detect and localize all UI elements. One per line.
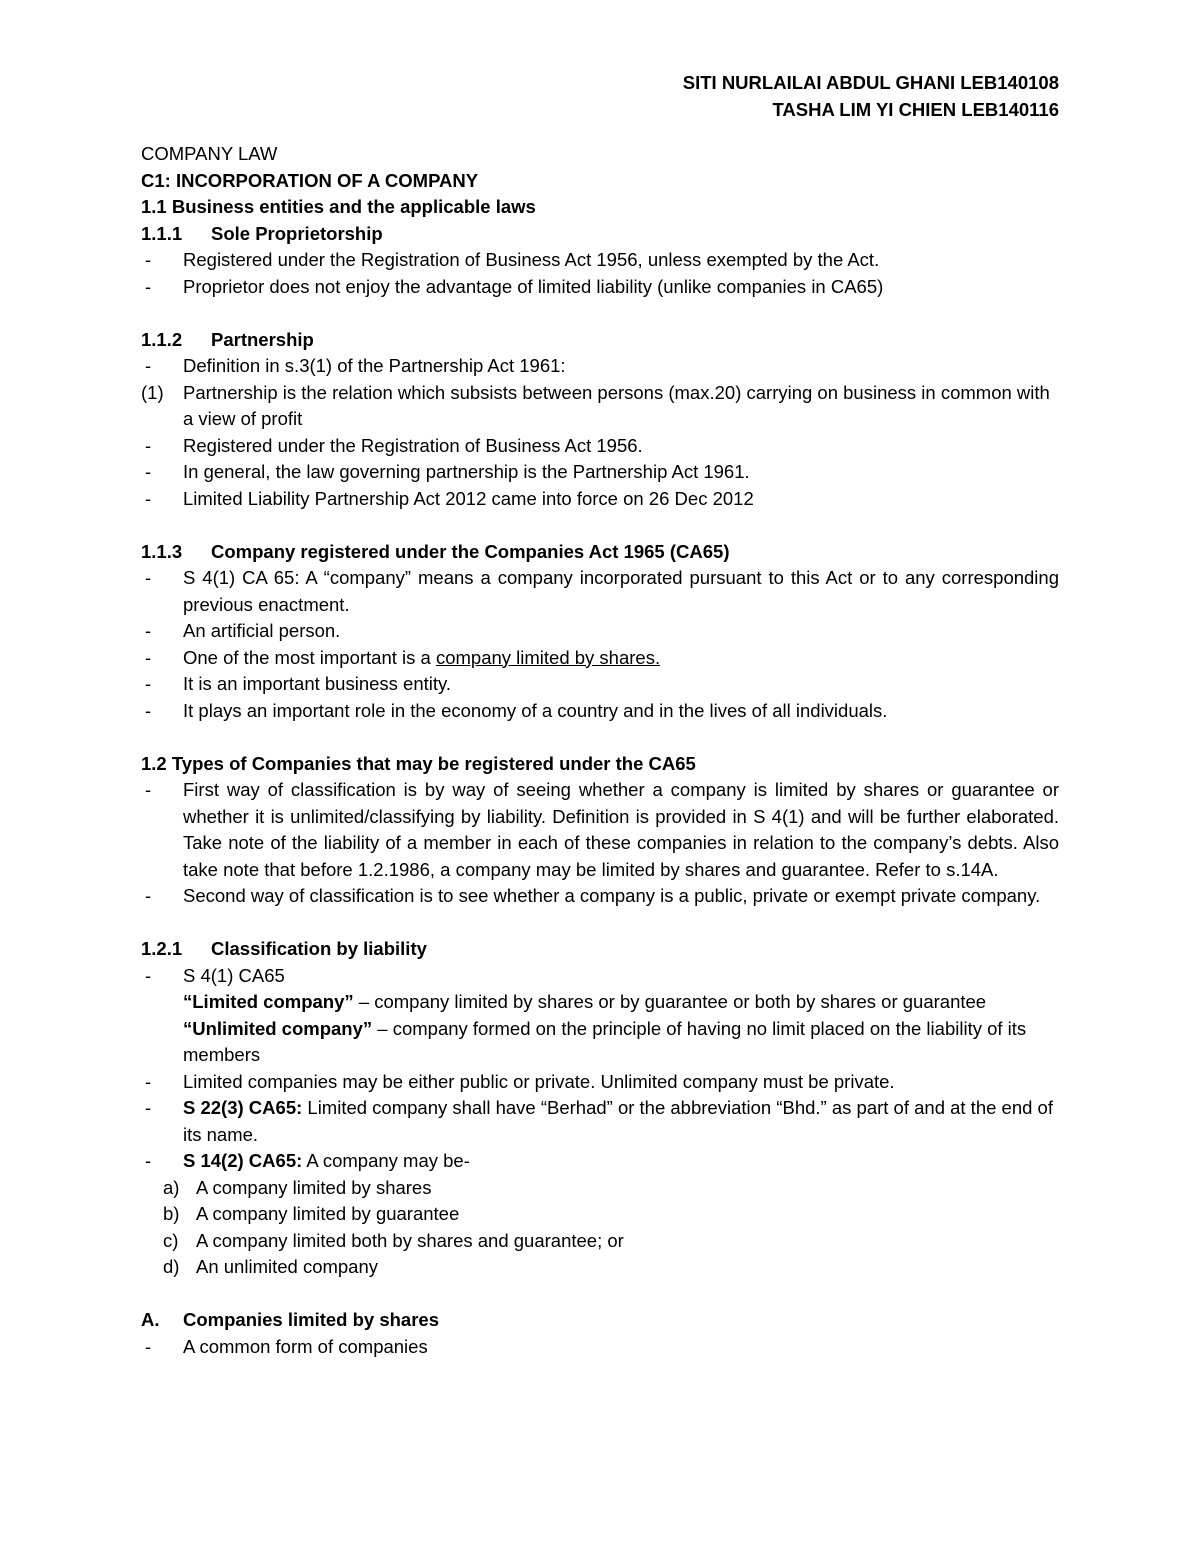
author-1: SITI NURLAILAI ABDUL GHANI LEB140108 bbox=[682, 72, 1059, 93]
bullet-dash: - bbox=[145, 646, 152, 668]
definition-limited-company: “Limited company” – company limited by shares or by guarantee or both by shares or guarantee bbox=[183, 991, 987, 1012]
section-number: 1.1.2 bbox=[141, 328, 183, 350]
list-item: - Limited companies may be either public or private. Unlimited company must be private. bbox=[141, 1069, 1059, 1096]
definition-unlimited-company: “Unlimited company” – company formed on the principle of having no limit placed on the liability of its members bbox=[183, 1017, 1027, 1065]
bullet-dash: - bbox=[145, 275, 152, 297]
section-title: Sole Proprietorship bbox=[211, 222, 383, 244]
section-1-1-3-heading bbox=[141, 539, 1059, 566]
list-item: - An artificial person. bbox=[141, 618, 1059, 645]
bullet-dash: - bbox=[145, 673, 152, 694]
author-2: TASHA LIM YI CHIEN LEB140116 bbox=[772, 98, 1059, 120]
section-a-heading bbox=[141, 1307, 1059, 1334]
section-title: Company registered under the Companies Act 1965 (CA65) bbox=[211, 540, 730, 562]
bullet-dash: - bbox=[145, 1097, 152, 1118]
section-1-1-1-heading bbox=[141, 221, 1059, 248]
list-item: - Second way of classification is to see whether a company is a public, private or exempt private company. bbox=[141, 883, 1059, 910]
bullet-dash: - bbox=[145, 355, 152, 376]
list-item: - In general, the law governing partnership is the Partnership Act 1961. bbox=[141, 459, 1059, 486]
section-1-2-heading: 1.2 Types of Companies that may be registered under the CA65 bbox=[141, 752, 696, 774]
list-item: - S 4(1) CA 65: A “company” means a company incorporated pursuant to this Act or to any corresponding previous enactment. bbox=[141, 565, 1059, 618]
list-item: - S 22(3) CA65: Limited company shall have “Berhad” or the abbreviation “Bhd.” as part of and at the end of its name. bbox=[141, 1095, 1059, 1148]
section-number: 1.1.1 bbox=[141, 222, 183, 244]
list-item-alpha: b) A company limited by guarantee bbox=[141, 1201, 1059, 1228]
bullet-dash: - bbox=[145, 487, 152, 509]
list-item-alpha: c) A company limited both by shares and guarantee; or bbox=[141, 1228, 1059, 1255]
list-item: - Definition in s.3(1) of the Partnership Act 1961: bbox=[141, 353, 1059, 380]
list-item: - It plays an important role in the economy of a country and in the lives of all individuals. bbox=[141, 698, 1059, 725]
list-item: - Limited Liability Partnership Act 2012 came into force on 26 Dec 2012 bbox=[141, 486, 1059, 513]
section-title: Companies limited by shares bbox=[183, 1309, 440, 1330]
bullet-dash: - bbox=[145, 1070, 152, 1092]
list-item-alpha: d) An unlimited company bbox=[141, 1254, 1059, 1281]
bullet-dash: - bbox=[145, 964, 152, 986]
bullet-dash: - bbox=[145, 779, 152, 800]
section-1-1-2-heading bbox=[141, 327, 1059, 354]
list-item: - Proprietor does not enjoy the advantage of limited liability (unlike companies in CA65) bbox=[141, 274, 1059, 301]
bullet-dash: - bbox=[145, 699, 152, 721]
list-marker: d) bbox=[163, 1256, 180, 1277]
bullet-dash: - bbox=[145, 885, 152, 906]
list-marker: b) bbox=[163, 1203, 180, 1224]
bullet-dash: - bbox=[145, 434, 152, 456]
bullet-dash: - bbox=[145, 1150, 152, 1171]
list-item: - A common form of companies bbox=[141, 1334, 1059, 1361]
list-item: - One of the most important is a company limited by shares. bbox=[141, 645, 1059, 672]
list-marker: c) bbox=[163, 1229, 179, 1251]
document-title: COMPANY LAW bbox=[141, 143, 278, 164]
section-1-2-1-heading bbox=[141, 936, 1059, 963]
section-number: 1.1.3 bbox=[141, 540, 183, 562]
list-item-numbered: (1) Partnership is the relation which subsists between persons (max.20) carrying on business in common with a view of profit bbox=[141, 381, 1050, 429]
chapter-heading: C1: INCORPORATION OF A COMPANY bbox=[141, 169, 479, 191]
author-header bbox=[683, 70, 1059, 123]
bullet-dash: - bbox=[145, 1335, 152, 1357]
list-item: - First way of classification is by way of seeing whether a company is limited by shares or guarantee or whether it is unlimited/classifying by liability. Definition is provided in S 4(1) and will be further elaborated. Take note of the liability of a member in each of these companies in relation to the company’s debts. Also take note that before 1.2.1986, a company may be limited by shares and guarantee. Refer to s.14A. bbox=[141, 777, 1059, 883]
list-marker: a) bbox=[163, 1176, 180, 1198]
list-item: - Registered under the Registration of Business Act 1956, unless exempted by the Act. bbox=[141, 247, 1059, 274]
list-item: - S 14(2) CA65: A company may be- bbox=[141, 1148, 1059, 1175]
section-title: Partnership bbox=[211, 328, 314, 350]
list-item-alpha: a) A company limited by shares bbox=[141, 1175, 1059, 1202]
section-title: Classification by liability bbox=[211, 938, 427, 959]
list-marker: (1) bbox=[141, 381, 164, 403]
list-item: - It is an important business entity. bbox=[141, 671, 1059, 698]
bullet-dash: - bbox=[145, 620, 152, 641]
document-body bbox=[141, 141, 1059, 1360]
section-number: 1.2.1 bbox=[141, 938, 183, 959]
bullet-dash: - bbox=[145, 461, 152, 482]
section-1-1-heading: 1.1 Business entities and the applicable laws bbox=[141, 196, 536, 217]
underlined-term: company limited by shares. bbox=[435, 646, 661, 668]
bullet-dash: - bbox=[145, 249, 152, 270]
list-item: - S 4(1) CA65 bbox=[141, 963, 1059, 990]
section-marker: A. bbox=[141, 1309, 160, 1330]
list-item: - Registered under the Registration of Business Act 1956. bbox=[141, 433, 1059, 460]
bullet-dash: - bbox=[145, 567, 152, 588]
